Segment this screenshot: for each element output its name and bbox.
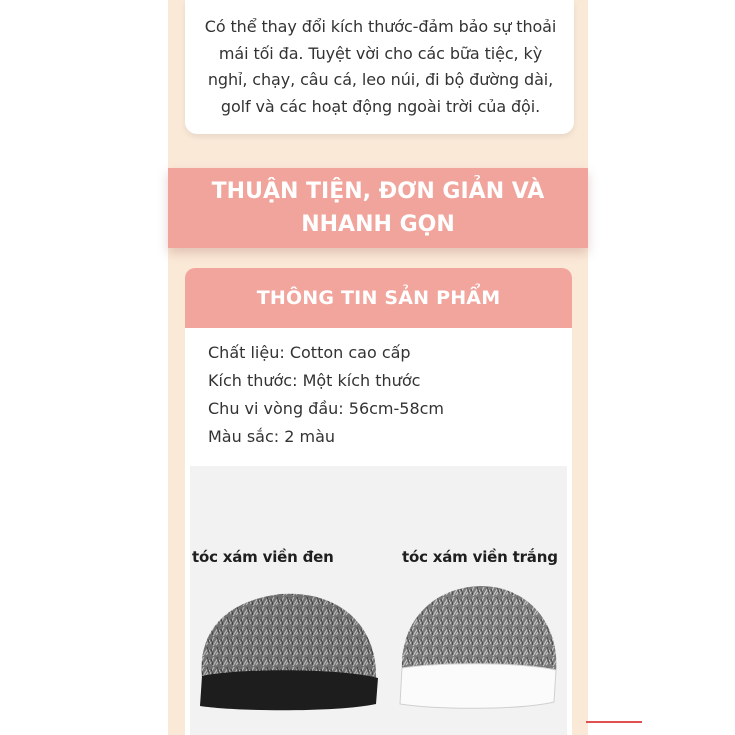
banner-title: THUẬN TIỆN, ĐƠN GIẢN VÀ NHANH GỌN <box>211 179 545 237</box>
hats-illustration <box>190 466 567 735</box>
product-info-card <box>185 268 572 735</box>
product-photo <box>190 466 567 735</box>
product-info-title: THÔNG TIN SẢN PHẨM <box>256 287 501 309</box>
white-band-hat <box>400 586 556 708</box>
spec-colors: Màu sắc: 2 màu <box>208 427 336 446</box>
spec-size: Kích thước: Một kích thước <box>208 371 421 390</box>
intro-text: Có thể thay đổi kích thước-đảm bảo sự thoải mái tối đa. Tuyệt vời cho các bữa tiệc, kỳ nghỉ, chạy, câu cá, leo núi, đi bộ đường dài, golf và các hoạt động ngoài trời của đội. <box>204 17 557 116</box>
hat-label-black-band: tóc xám viền đen <box>192 548 334 566</box>
black-band-hat <box>200 594 378 711</box>
bottom-accent-line <box>586 721 642 723</box>
spec-head-circumference: Chu vi vòng đầu: 56cm-58cm <box>208 399 445 418</box>
spec-material: Chất liệu: Cotton cao cấp <box>208 343 411 362</box>
intro-card <box>185 0 574 134</box>
section-banner <box>168 168 588 248</box>
spec-list <box>208 339 444 451</box>
hat-label-white-band: tóc xám viền trắng <box>402 548 558 566</box>
product-info-header <box>185 268 572 328</box>
